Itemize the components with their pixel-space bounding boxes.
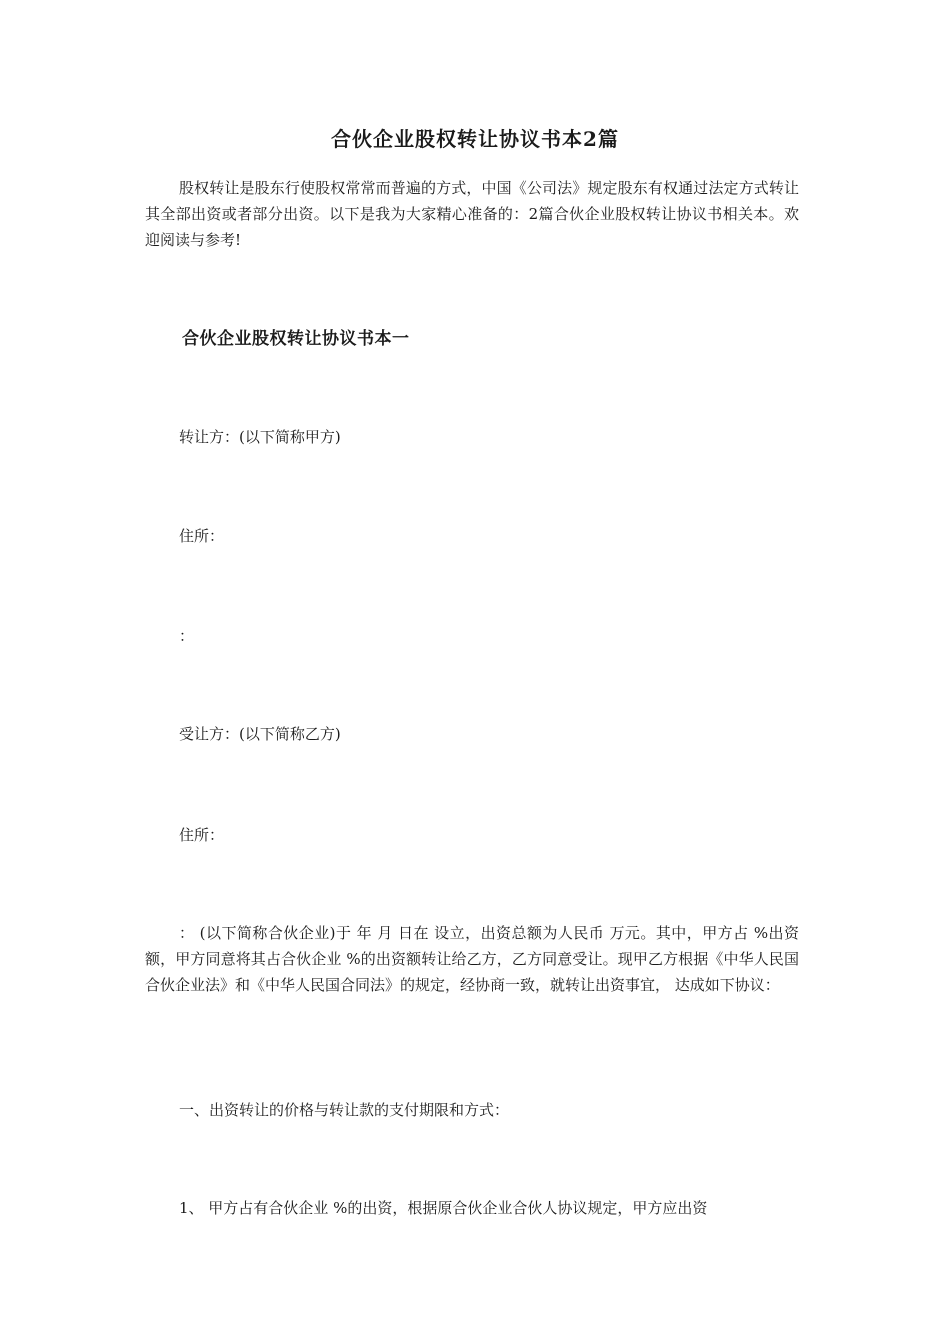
clause-item: 1、 甲方占有合伙企业 %的出资，根据原合伙企业合伙人协议规定，甲方应出资	[179, 1199, 708, 1217]
transferee-line: 受让方：(以下简称乙方)	[179, 725, 341, 743]
colon-line: ：	[179, 627, 195, 645]
clause-heading: 一、出资转让的价格与转让款的支付期限和方式：	[179, 1101, 510, 1119]
address-line: 住所：	[179, 527, 225, 545]
document-title: 合伙企业股权转让协议书本2篇	[331, 127, 619, 151]
section-heading: 合伙企业股权转让协议书本一	[182, 329, 410, 349]
agreement-paragraph: ： (以下简称合伙企业)于 年 月 日在 设立，出资总额为人民币 万元。其中，甲方占 %出资额，甲方同意将其占合伙企业 %的出资额转让给乙方，乙方同意受让。现甲乙方根据《中华人民国合伙企业法》和《中华人民国合同法》的规定，经协商一致，就转让出资事宜， 达成如下协议：	[145, 924, 799, 994]
transferor-line: 转让方：(以下简称甲方)	[179, 428, 341, 446]
intro-paragraph: 股权转让是股东行使股权常常而普遍的方式，中国《公司法》规定股东有权通过法定方式转让其全部出资或者部分出资。以下是我为大家精心准备的：2篇合伙企业股权转让协议书相关本。欢迎阅读与参考!	[145, 179, 799, 249]
address-line: 住所：	[179, 826, 225, 844]
